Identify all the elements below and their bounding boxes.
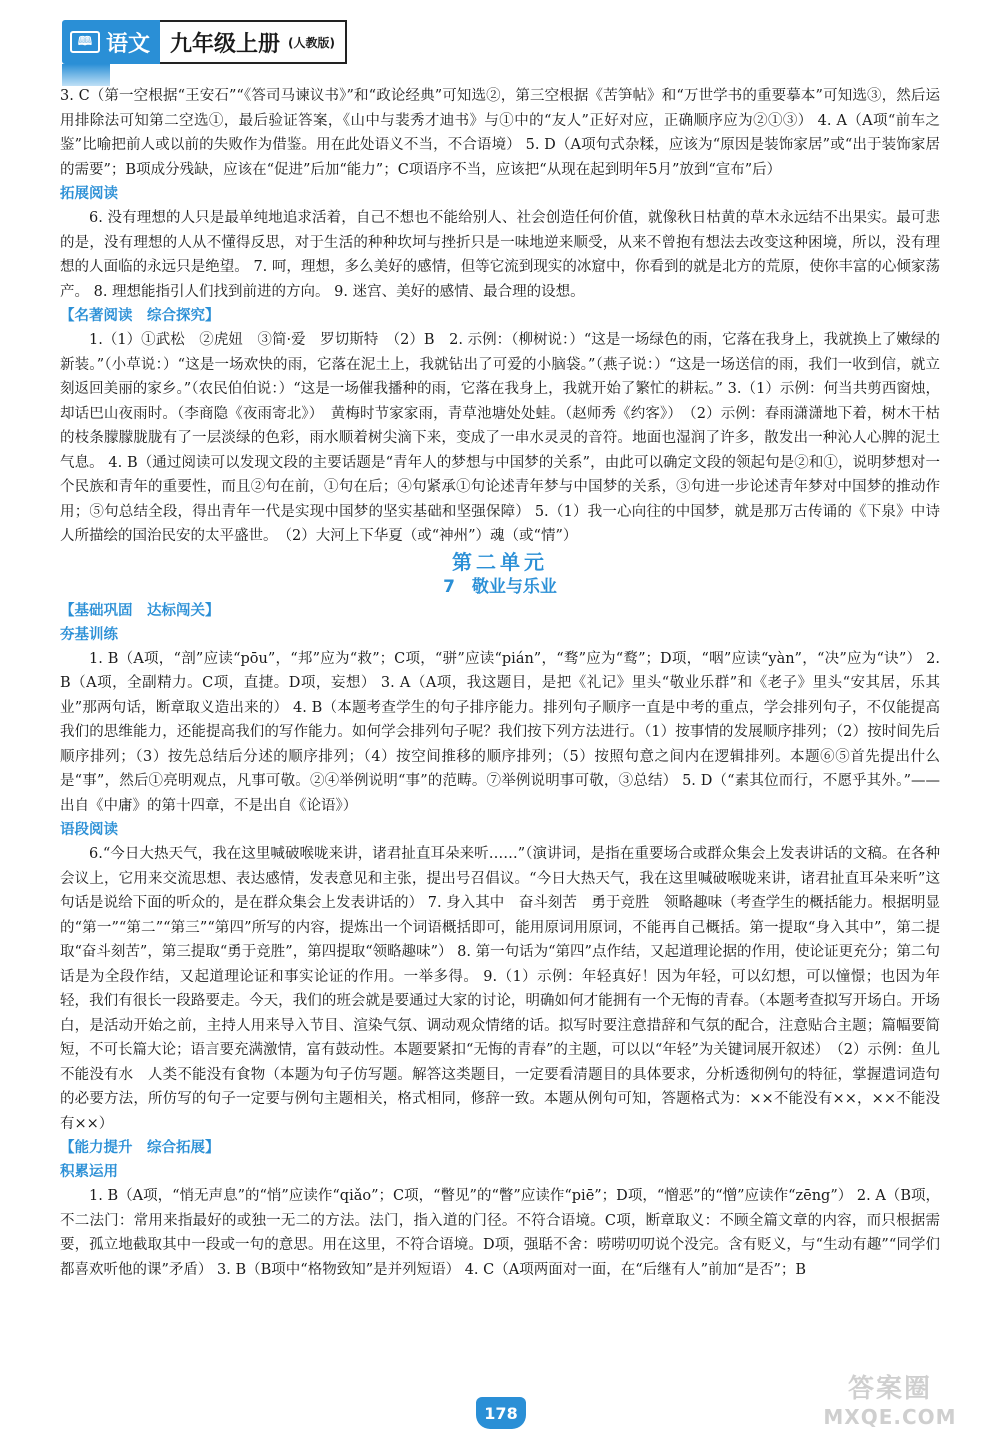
- answer-paragraph-3: 1.（1）①武松 ②虎妞 ③简·爱 罗切斯特 （2）B 2. 示例：（柳树说：）“这是一场绿色的雨，它落在我身上，我就换上了嫩绿的新装。”（小草说：）“这是一场欢快的雨，它落在泥土上，我就钻出了可爱的小脑袋。”（燕子说：）“这是一场送信的雨，我们一收到信，就立刻返回美丽的家乡。”（农民伯伯说：）“这是一场催我播种的雨，它落在我身上，我就开始了繁忙的耕耘。” 3.（1）示例：何当共剪西窗烛，却话巴山夜雨时。（李商隐《夜雨寄北》） 黄梅时节家家雨，青草池塘处处蛙。（赵师秀《约客》） （2）示例：春雨潇潇地下着，树木干枯的枝条朦朦胧胧有了一层淡绿的色彩，雨水顺着树尖滴下来，变成了一串水灵灵的音符。地面也湿润了许多，散发出一种沁人心脾的泥土气息。 4. B（通过阅读可以发现文段的主要话题是“青年人的梦想与中国梦的关系”，由此可以确定文段的领起句是②和①，说明梦想对一个民族和青年的重要性，而且②句在前，①句在后；④句紧承①句论述青年梦与中国梦的关系，③句进一步论述青年梦对中国梦的推动作用；⑤句总结全段，得出青年一代是实现中国梦的坚实基础和坚强保障） 5.（1）我一心向往的中国梦，就是那万古传诵的《下泉》中诗人所描绘的国治民安的太平盛世。 （2）大河上下华夏（或“神州”）魂（或“情”）: [60, 332, 940, 544]
- page-number: 178: [476, 1397, 526, 1429]
- book-icon: 🕮: [70, 31, 100, 53]
- subject-badge: [62, 20, 160, 64]
- answer-paragraph-2: 6. 没有理想的人只是最单纯地追求活着，自己不想也不能给别人、社会创造任何价值，就像秋日枯黄的草木永远结不出果实。最可悲的是，没有理想的人从不懂得反思，对于生活的种种坎坷与挫折只是一味地逆来顺受，从来不曾抱有想法去改变这种困境，所以，没有理想的人面临的永远只是绝望。 7. 呵，理想，多么美好的感情，但等它流到现实的冰窟中，你看到的就是北方的荒原，使你丰富的心倾家荡产。 8. 理想能指引人们找到前进的方向。 9. 迷宫、美好的感情、最合理的设想。: [60, 210, 940, 300]
- section-nengli: 【能力提升 综合拓展】: [60, 1140, 220, 1156]
- grade-label: 九年级上册: [170, 31, 281, 57]
- header-accent-strip: [62, 64, 110, 86]
- answer-paragraph-4: 1. B（A项，“剖”应读“pōu”，“邦”应为“救”；C项，“骈”应读“pián”，“骛”应为“鹜”；D项，“咽”应读“yàn”，“决”应为“诀”） 2. B（A项，全副精力。C项，直捷。D项，妄想） 3. A（A项，我这题目，是把《礼记》里头“敬业乐群”和《老子》里头“安其居，乐其业”那两句话，断章取义造出来的） 4. B（本题考查学生的句子排序能力。排列句子顺序一直是中考的重点，学会排列句子，不仅能提高我们的思维能力，还能提高我们的写作能力。如何学会排列句子呢？我们按下列方法进行。（1）按事情的发展顺序排列；（2）按时间先后顺序排列；（3）按先总结后分述的顺序排列；（4）按空间推移的顺序排列；（5）按照句意之间内在逻辑排列。本题⑥⑤首先提出什么是“事”，然后①亮明观点，凡事可敬。②④举例说明“事”的范畴。⑦举例说明事可敬，③总结） 5. D（“素其位而行，不愿乎其外。”——出自《中庸》的第十四章，不是出自《论语》）: [60, 650, 940, 814]
- section-mingzhu: 【名著阅读 综合探究】: [60, 308, 220, 324]
- section-jichuxunlian: 夯基训练: [60, 626, 118, 643]
- section-yuduan: 语段阅读: [60, 822, 118, 838]
- answer-content: [60, 84, 940, 1282]
- section-jichu: 【基础巩固 达标闯关】: [60, 602, 220, 619]
- title-box: [160, 20, 347, 64]
- section-jilei: 积累运用: [60, 1164, 118, 1180]
- answer-paragraph-5: 6.“今日大热天气，我在这里喊破喉咙来讲，诸君扯直耳朵来听……”（演讲词，是指在重要场合或群众集会上发表讲话的文稿。在各种会议上，它用来交流思想、表达感情，发表意见和主张，提出号召倡议。“今日大热天气，我在这里喊破喉咙来讲，诸君扯直耳朵来听”这句话是说给下面的听众的，是在群众集会上发表讲话的） 7. 身入其中 奋斗刻苦 勇于竞胜 领略趣味（考查学生的概括能力。根据明显的“第一”“第二”“第三”“第四”所写的内容，提炼出一个词语概括即可，能用原词用原词，不能再自己概括。第一提取“身入其中”，第二提取“奋斗刻苦”，第三提取“勇于竞胜”，第四提取“领略趣味”） 8. 第一句话为“第四”点作结，又起道理论据的作用，使论证更充分；第二句话是为全段作结，又起道理论证和事实论证的作用。一举多得。 9.（1）示例：年轻真好！因为年轻，可以幻想，可以憧憬；也因为年轻，我们有很长一段路要走。今天，我们的班会就是要通过大家的讨论，明确如何才能拥有一个无悔的青春。（本题考查拟写开场白。开场白，是活动开始之前，主持人用来导入节目、渲染气氛、调动观众情绪的话。拟写时要注意措辞和气氛的配合，注意贴合主题；篇幅要简短，不可长篇大论；语言要充满激情，富有鼓动性。本题要紧扣“无悔的青春”的主题，可以以“年轻”为关键词展开叙述） （2）示例：鱼儿不能没有水 人类不能没有食物（本题为句子仿写题。解答这类题目，一定要看清题目的具体要求，分析透彻例句的特征，掌握遣词造句的必要方法，所仿写的句子一定要与例句主题相关，格式相同，修辞一致。本题从例句可知，答题格式为：××不能没有××，××不能没有××）: [60, 846, 940, 1132]
- edition-label: (人教版): [288, 35, 336, 50]
- watermark-url: MXQE.COM: [823, 1405, 957, 1429]
- watermark-logo-text: 答案圈: [847, 1374, 932, 1404]
- answer-paragraph-6: 1. B（A项，“悄无声息”的“悄”应读作“qiǎo”；C项，“瞥见”的“瞥”应读作“piē”；D项，“憎恶”的“憎”应读作“zēng”） 2. A（B项，不二法门：常用来指最好的或独一无二的方法。法门，指入道的门径。不符合语境。C项，断章取义：不顾全篇文章的内容，而只根据需要，孤立地截取其中一段或一句的意思。用在这里，不符合语境。D项，强聒不舍：唠唠叨叨说个没完。含有贬义，与“生动有趣”“同学们都喜欢听他的课”矛盾） 3. B（B项中“格物致知”是并列短语） 4. C（A项两面对一面，在“后继有人”前加“是否”；B: [60, 1188, 940, 1278]
- watermark: [800, 1368, 980, 1428]
- unit-title: 第二单元: [452, 549, 548, 574]
- section-tuozhan: 拓展阅读: [60, 186, 118, 202]
- lesson-title: 7 敬业与乐业: [443, 576, 557, 597]
- answer-paragraph-1: 3. C（第一空根据“王安石”“《答司马谏议书》”和“政论经典”可知选②，第三空根据《苦笋帖》和“万世学书的重要摹本”可知选③，然后运用排除法可知第二空选①，最后验证答案，《山中与裴秀才迪书》与①中的“友人”正好对应，正确顺序应为②①③） 4. A（A项“前车之鉴”比喻把前人或以前的失败作为借鉴。用在此处语义不当，不合语境） 5. D（A项句式杂糅，应该为“原因是装饰家居”或“出于装饰家居的需要”；B项成分残缺，应该在“促进”后加“能力”；C项语序不当，应该把“从现在起到明年5月”放到“宣布”后）: [60, 88, 940, 178]
- book-header: [62, 20, 372, 64]
- subject-label: 语文: [106, 31, 151, 57]
